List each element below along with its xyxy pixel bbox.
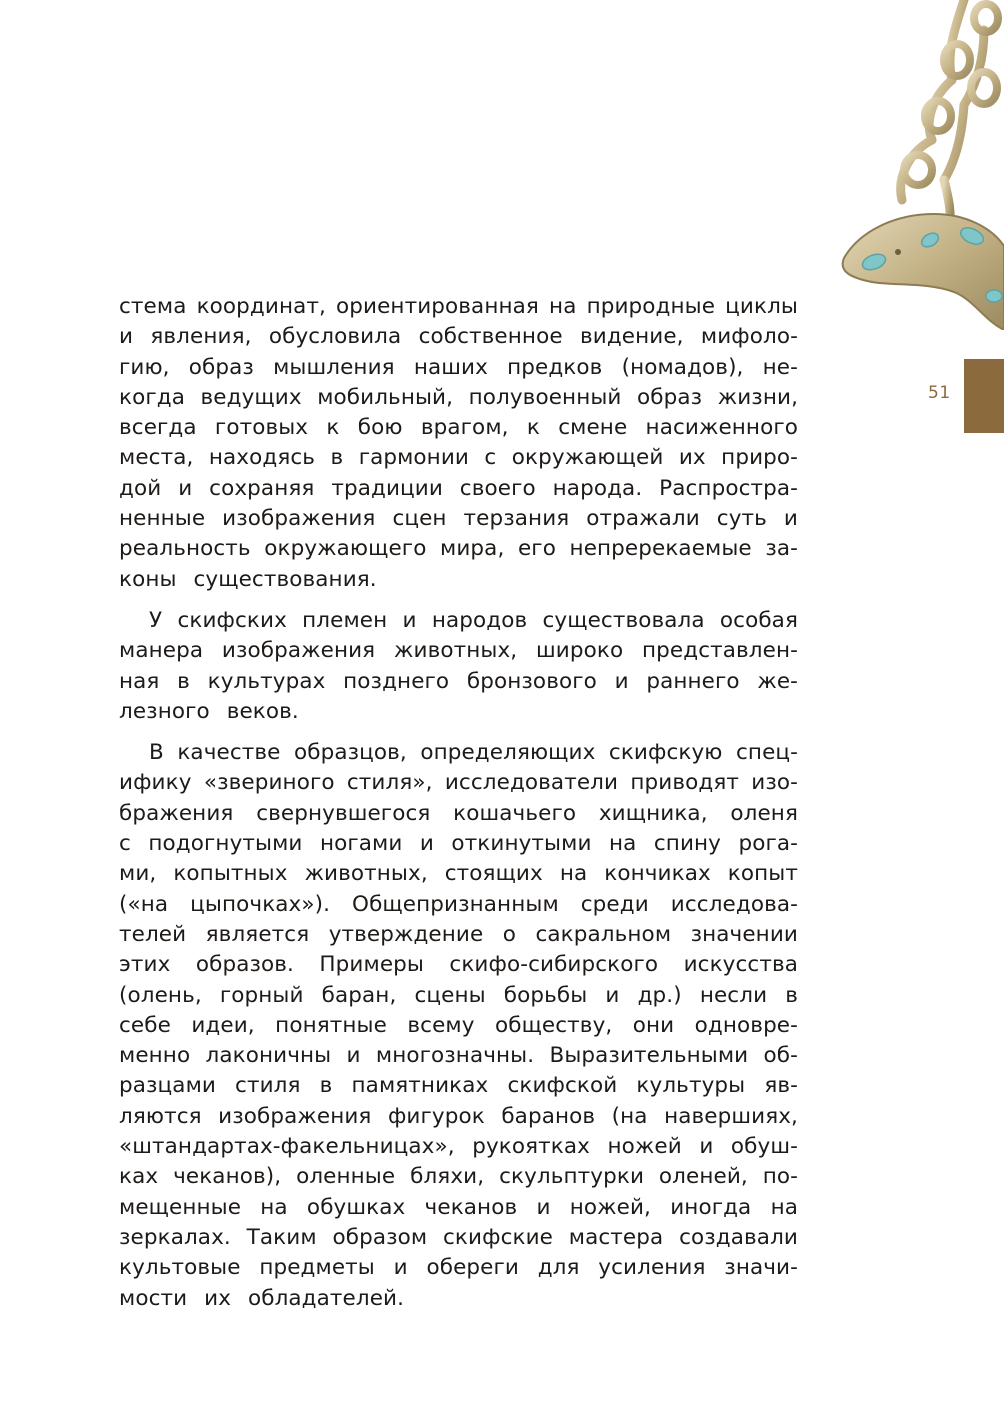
text-line: манера изображения животных, широко представлен- — [119, 638, 798, 664]
text-line: реальность окружающего мира, его непререкаемые за- — [119, 536, 798, 562]
text-line: всегда готовых к бою врагом, к смене насиженного — [119, 415, 798, 441]
text-line: себе идеи, понятные всему обществу, они одновре- — [119, 1012, 798, 1038]
paragraph — [119, 292, 798, 595]
body-text — [119, 292, 798, 1325]
text-line: («на цыпочках»). Общепризнанным среди исследова- — [119, 891, 798, 917]
text-line: культовые предметы и обереги для усиления значи- — [119, 1255, 798, 1281]
text-line: ках чеканов), оленные бляхи, скульптурки оленей, по- — [119, 1164, 798, 1190]
text-line: стема координат, ориентированная на природные циклы — [119, 294, 798, 319]
text-line: и явления, обусловила собственное видение, мифоло- — [119, 324, 798, 350]
text-line: ми, копытных животных, стоящих на кончиках копыт — [119, 861, 798, 887]
text-line: зеркалах. Таким образом скифские мастера создавали — [119, 1224, 798, 1250]
text-line: менно лаконичны и многозначны. Выразительными об- — [119, 1043, 798, 1069]
text-line: мещенные на обушках чеканов и ножей, иногда на — [119, 1194, 798, 1220]
text-line: разцами стиля в памятниках скифской культуры яв- — [119, 1073, 798, 1099]
text-line: ная в культурах позднего бронзового и раннего же- — [119, 668, 798, 694]
page-number: 51 — [928, 383, 951, 403]
text-line: бражения свернувшегося кошачьего хищника, оленя — [119, 800, 798, 826]
text-line: У скифских племен и народов существовала особая — [149, 607, 798, 633]
text-line: ненные изображения сцен терзания отражали суть и — [119, 506, 798, 532]
paragraph — [119, 606, 798, 727]
text-line: с подогнутыми ногами и откинутыми на спину рога- — [119, 831, 798, 857]
text-line: телей является утверждение о сакральном значении — [119, 921, 798, 947]
text-line: В качестве образцов, определяющих скифскую спец- — [149, 740, 798, 766]
text-line: дой и сохраняя традиции своего народа. Распростра- — [119, 475, 798, 501]
text-line: места, находясь в гармонии с окружающей их приро- — [119, 445, 798, 471]
deer-figurine-icon — [834, 0, 1004, 330]
text-line: гию, образ мышления наших предков (номадов), не- — [119, 354, 798, 380]
chapter-tab-marker — [964, 359, 1004, 433]
text-line: ифику «звериного стиля», исследователи приводят изо- — [119, 770, 798, 796]
text-line: «штандартах-факельницах», рукоятках ножей и обуш- — [119, 1134, 798, 1160]
text-line: лезного веков. — [119, 698, 299, 724]
text-line: этих образов. Примеры скифо-сибирского искусства — [119, 952, 798, 978]
text-line: мости их обладателей. — [119, 1285, 405, 1311]
text-line: коны существования. — [119, 566, 377, 592]
text-line: (олень, горный баран, сцены борьбы и др.) несли в — [119, 982, 798, 1008]
paragraph — [119, 738, 798, 1314]
text-line: ляются изображения фигурок баранов (на навершиях, — [119, 1103, 798, 1129]
text-line: когда ведущих мобильный, полувоенный образ жизни, — [119, 384, 798, 410]
